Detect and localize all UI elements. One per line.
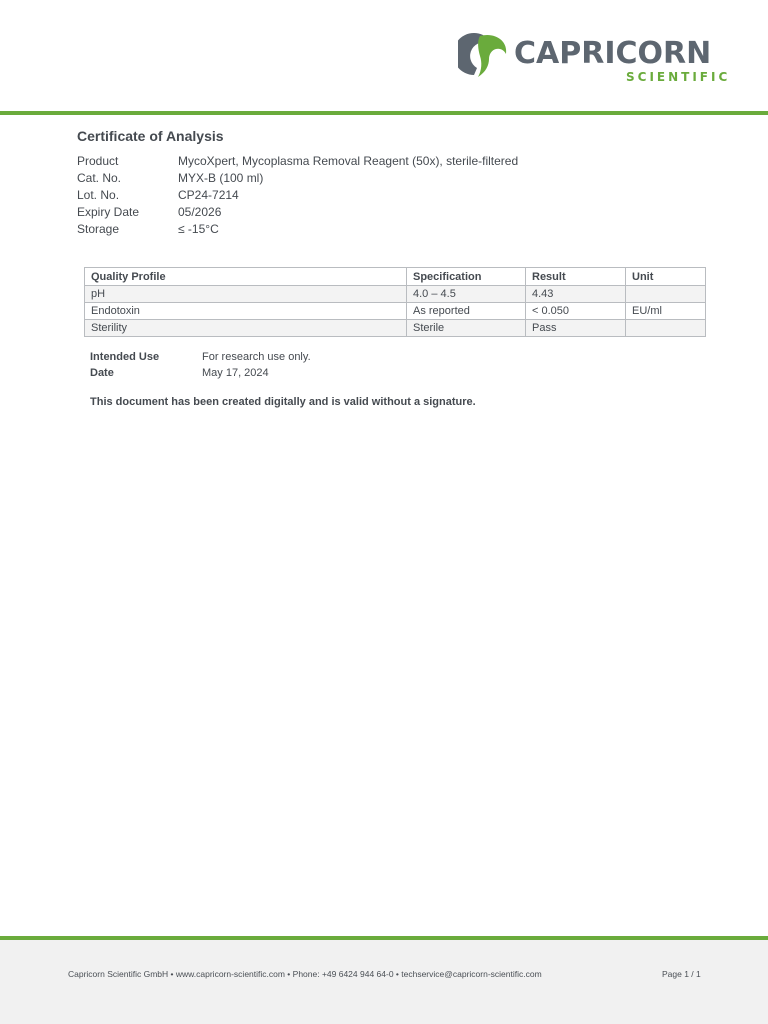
table-row [85,320,706,337]
info-value: ≤ -15°C [178,222,219,236]
meta-value: For research use only. [202,351,311,363]
table-cell: Sterile [407,320,526,337]
table-cell: Sterility [85,320,407,337]
meta-row-date [90,367,490,383]
info-label: Storage [77,222,120,236]
table-cell [626,286,706,303]
meta-value: May 17, 2024 [202,367,269,379]
info-row-storage [77,222,577,239]
info-row-lot-no [77,188,577,205]
table-cell: Pass [526,320,626,337]
column-header-specification: Specification [407,268,526,286]
table-cell: 4.43 [526,286,626,303]
table-cell [626,320,706,337]
table-row [85,303,706,320]
meta-row-intended-use [90,351,490,367]
table-cell: pH [85,286,407,303]
info-row-expiry-date [77,205,577,222]
info-label: Cat. No. [77,171,122,185]
info-value: CP24-7214 [178,188,239,202]
info-row-cat-no [77,171,577,188]
quality-profile-table [84,267,706,337]
capricorn-horn-icon [458,32,508,80]
table-cell: Endotoxin [85,303,407,320]
brand-name: CAPRICORN [514,36,712,71]
table-cell: As reported [407,303,526,320]
brand-subtitle: SCIENTIFIC [626,70,731,84]
column-header-quality-profile: Quality Profile [85,268,407,286]
footer-company-line: Capricorn Scientific GmbH • www.capricorn-scientific.com • Phone: +49 6424 944 64-0 • techservice@capricorn-scientific.com [68,969,542,979]
info-value: MYX-B (100 ml) [178,171,264,185]
info-value: 05/2026 [178,205,222,219]
info-label: Product [77,154,119,168]
header-divider [0,111,768,115]
meta-label: Intended Use [90,351,160,363]
column-header-result: Result [526,268,626,286]
product-info [77,154,577,239]
info-label: Lot. No. [77,188,120,202]
table-cell: EU/ml [626,303,706,320]
meta-label: Date [90,367,114,379]
digital-validity-note: This document has been created digitally and is valid without a signature. [90,396,476,408]
footer-page-number: Page 1 / 1 [662,969,701,979]
capricorn-logo [458,32,738,86]
info-row-product [77,154,577,171]
column-header-unit: Unit [626,268,706,286]
page-footer [0,940,768,1024]
table-header-row [85,268,706,286]
document-meta [90,351,490,383]
info-value: MycoXpert, Mycoplasma Removal Reagent (50x), sterile-filtered [178,154,519,168]
table-row [85,286,706,303]
page-title: Certificate of Analysis [77,128,224,144]
info-label: Expiry Date [77,205,140,219]
table-cell: 4.0 – 4.5 [407,286,526,303]
table-cell: < 0.050 [526,303,626,320]
